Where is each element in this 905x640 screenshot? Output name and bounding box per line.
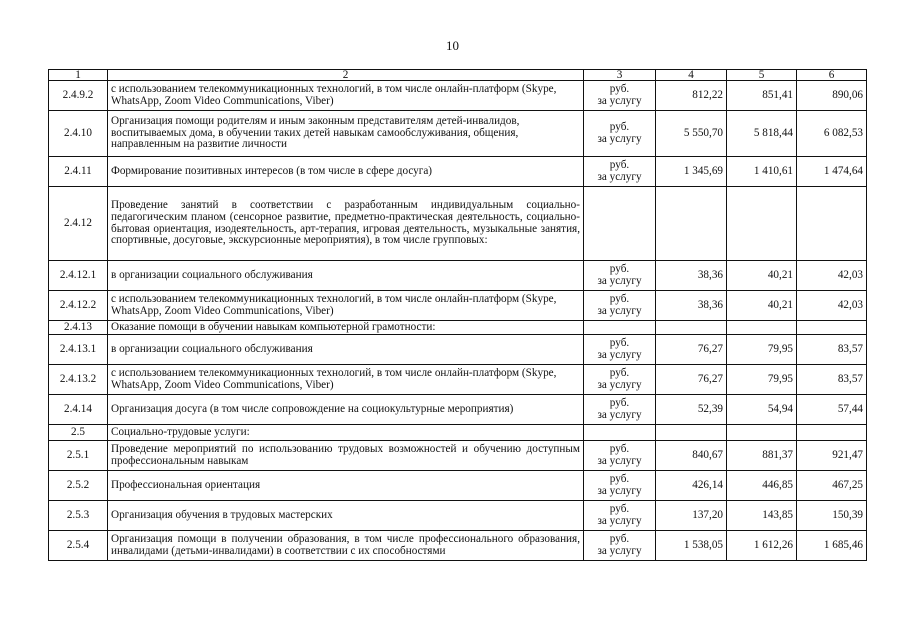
tariff-col-5: 40,21: [727, 261, 797, 291]
unit-line-2: за услугу: [597, 514, 642, 527]
unit-cell: [584, 395, 656, 425]
header-cell: 2: [108, 70, 584, 81]
service-code: 2.5.4: [49, 531, 108, 561]
service-description: в организации социального обслуживания: [108, 261, 584, 291]
unit-line-1: руб.: [609, 366, 630, 379]
tariff-col-5: [727, 321, 797, 335]
tariff-col-4: 52,39: [656, 395, 727, 425]
unit-cell: [584, 531, 656, 561]
tariff-col-4: [656, 425, 727, 441]
tariff-col-6: 1 474,64: [797, 157, 867, 187]
tariff-col-6: 42,03: [797, 261, 867, 291]
service-code: 2.4.11: [49, 157, 108, 187]
unit-cell: [584, 157, 656, 187]
service-code: 2.4.13.1: [49, 335, 108, 365]
tariff-col-5: 79,95: [727, 335, 797, 365]
unit-line-1: руб.: [609, 442, 630, 455]
service-description: Проведение мероприятий по использованию трудовых возможностей и обучению доступным профессиональным навыкам: [108, 441, 584, 471]
service-code: 2.4.12.1: [49, 261, 108, 291]
table-row: [49, 441, 867, 471]
table-row: [49, 81, 867, 111]
unit-line-1: руб.: [609, 120, 630, 133]
tariff-col-6: [797, 321, 867, 335]
tariff-col-5: 1 410,61: [727, 157, 797, 187]
unit-line-2: за услугу: [597, 348, 642, 361]
unit-line-2: за услугу: [597, 170, 642, 183]
tariff-col-4: [656, 321, 727, 335]
tariff-col-6: 42,03: [797, 291, 867, 321]
tariff-col-6: 150,39: [797, 501, 867, 531]
table-row: [49, 501, 867, 531]
service-code: 2.5.3: [49, 501, 108, 531]
unit-line-2: за услугу: [597, 304, 642, 317]
tariff-col-5: 881,37: [727, 441, 797, 471]
tariff-col-4: 426,14: [656, 471, 727, 501]
tariff-col-5: 5 818,44: [727, 111, 797, 157]
header-cell: 6: [797, 70, 867, 81]
table-row: [49, 365, 867, 395]
header-cell: 3: [584, 70, 656, 81]
tariff-col-6: 6 082,53: [797, 111, 867, 157]
tariff-col-6: [797, 187, 867, 261]
header-cell: 4: [656, 70, 727, 81]
unit-cell: [584, 187, 656, 261]
unit-line-1: руб.: [609, 502, 630, 515]
table-row: [49, 157, 867, 187]
header-cell: 1: [49, 70, 108, 81]
service-description: Оказание помощи в обучении навыкам компьютерной грамотности:: [108, 321, 584, 335]
unit-line-2: за услугу: [597, 274, 642, 287]
tariff-col-4: [656, 187, 727, 261]
unit-line-1: руб.: [609, 262, 630, 275]
tariff-col-6: 83,57: [797, 365, 867, 395]
service-description: Организация обучения в трудовых мастерских: [108, 501, 584, 531]
unit-line-2: за услугу: [597, 132, 642, 145]
service-description: Организация досуга (в том числе сопровождение на социокультурные мероприятия): [108, 395, 584, 425]
tariff-col-4: 38,36: [656, 291, 727, 321]
service-description: Социально-трудовые услуги:: [108, 425, 584, 441]
tariff-table: [48, 69, 867, 561]
unit-line-1: руб.: [609, 472, 630, 485]
table-row: [49, 471, 867, 501]
unit-line-1: руб.: [609, 336, 630, 349]
unit-cell: [584, 261, 656, 291]
unit-cell: [584, 471, 656, 501]
tariff-col-4: 137,20: [656, 501, 727, 531]
service-description: Формирование позитивных интересов (в том числе в сфере досуга): [108, 157, 584, 187]
tariff-col-5: 79,95: [727, 365, 797, 395]
service-code: 2.4.14: [49, 395, 108, 425]
service-code: 2.4.12.2: [49, 291, 108, 321]
table-row: [49, 425, 867, 441]
unit-line-2: за услугу: [597, 454, 642, 467]
tariff-col-4: 812,22: [656, 81, 727, 111]
tariff-col-5: 851,41: [727, 81, 797, 111]
unit-line-1: руб.: [609, 532, 630, 545]
table-row: [49, 261, 867, 291]
service-code: 2.5.2: [49, 471, 108, 501]
service-description: Профессиональная ориентация: [108, 471, 584, 501]
tariff-col-6: 467,25: [797, 471, 867, 501]
unit-cell: [584, 111, 656, 157]
service-code: 2.4.12: [49, 187, 108, 261]
service-description: Организация помощи в получении образования, в том числе профессионального образования, инвалидами (детьми-инвалидами) в соответствии с их способностями: [108, 531, 584, 561]
tariff-col-6: 890,06: [797, 81, 867, 111]
tariff-col-6: 1 685,46: [797, 531, 867, 561]
tariff-col-5: [727, 187, 797, 261]
column-number-header: [49, 70, 867, 81]
unit-line-2: за услугу: [597, 94, 642, 107]
service-code: 2.5.1: [49, 441, 108, 471]
service-code: 2.4.9.2: [49, 81, 108, 111]
unit-line-2: за услугу: [597, 378, 642, 391]
tariff-col-5: [727, 425, 797, 441]
unit-line-2: за услугу: [597, 408, 642, 421]
tariff-col-6: [797, 425, 867, 441]
unit-line-1: руб.: [609, 396, 630, 409]
header-cell: 5: [727, 70, 797, 81]
unit-line-1: руб.: [609, 158, 630, 171]
tariff-col-5: 446,85: [727, 471, 797, 501]
unit-cell: [584, 81, 656, 111]
tariff-col-4: 76,27: [656, 335, 727, 365]
unit-line-2: за услугу: [597, 484, 642, 497]
table-row: [49, 321, 867, 335]
unit-line-1: руб.: [609, 292, 630, 305]
tariff-col-4: 76,27: [656, 365, 727, 395]
tariff-col-4: 38,36: [656, 261, 727, 291]
tariff-col-5: 54,94: [727, 395, 797, 425]
unit-cell: [584, 501, 656, 531]
service-description: с использованием телекоммуникационных технологий, в том числе онлайн-платформ (Skype, WhatsApp, Zoom Video Communications, Viber): [108, 365, 584, 395]
unit-line-2: за услугу: [597, 544, 642, 557]
unit-cell: [584, 335, 656, 365]
service-description: в организации социального обслуживания: [108, 335, 584, 365]
tariff-col-6: 57,44: [797, 395, 867, 425]
tariff-col-5: 40,21: [727, 291, 797, 321]
service-description: с использованием телекоммуникационных технологий, в том числе онлайн-платформ (Skype, WhatsApp, Zoom Video Communications, Viber): [108, 81, 584, 111]
table-row: [49, 335, 867, 365]
tariff-col-4: 5 550,70: [656, 111, 727, 157]
tariff-col-6: 83,57: [797, 335, 867, 365]
tariff-col-6: 921,47: [797, 441, 867, 471]
unit-cell: [584, 441, 656, 471]
service-code: 2.4.13: [49, 321, 108, 335]
tariff-col-5: 1 612,26: [727, 531, 797, 561]
service-code: 2.4.13.2: [49, 365, 108, 395]
service-code: 2.4.10: [49, 111, 108, 157]
table-row: [49, 531, 867, 561]
unit-cell: [584, 365, 656, 395]
service-description: Проведение занятий в соответствии с разработанным индивидуальным социально-педагогическим планом (сенсорное развитие, предметно-практическая деятельность, социально-бытовая ориентация, изодеятельность, арт-терапия, игровая деятельность, музыкальные занятия, спортивные, досуговые, экскурсионные мероприятия), в том числе групповых:: [108, 187, 584, 261]
unit-cell: [584, 291, 656, 321]
unit-line-1: руб.: [609, 82, 630, 95]
tariff-col-5: 143,85: [727, 501, 797, 531]
service-description: с использованием телекоммуникационных технологий, в том числе онлайн-платформ (Skype, WhatsApp, Zoom Video Communications, Viber): [108, 291, 584, 321]
unit-cell: [584, 425, 656, 441]
unit-cell: [584, 321, 656, 335]
service-code: 2.5: [49, 425, 108, 441]
tariff-col-4: 1 345,69: [656, 157, 727, 187]
service-description: Организация помощи родителям и иным законным представителям детей-инвалидов, воспитываемых дома, в обучении таких детей навыкам самообслуживания, общения, направленным на развитие личности: [108, 111, 584, 157]
tariff-col-4: 1 538,05: [656, 531, 727, 561]
tariff-col-4: 840,67: [656, 441, 727, 471]
table-row: [49, 395, 867, 425]
table-row: [49, 111, 867, 157]
page-number: 10: [446, 38, 459, 53]
table-row: [49, 291, 867, 321]
table-row: [49, 187, 867, 261]
